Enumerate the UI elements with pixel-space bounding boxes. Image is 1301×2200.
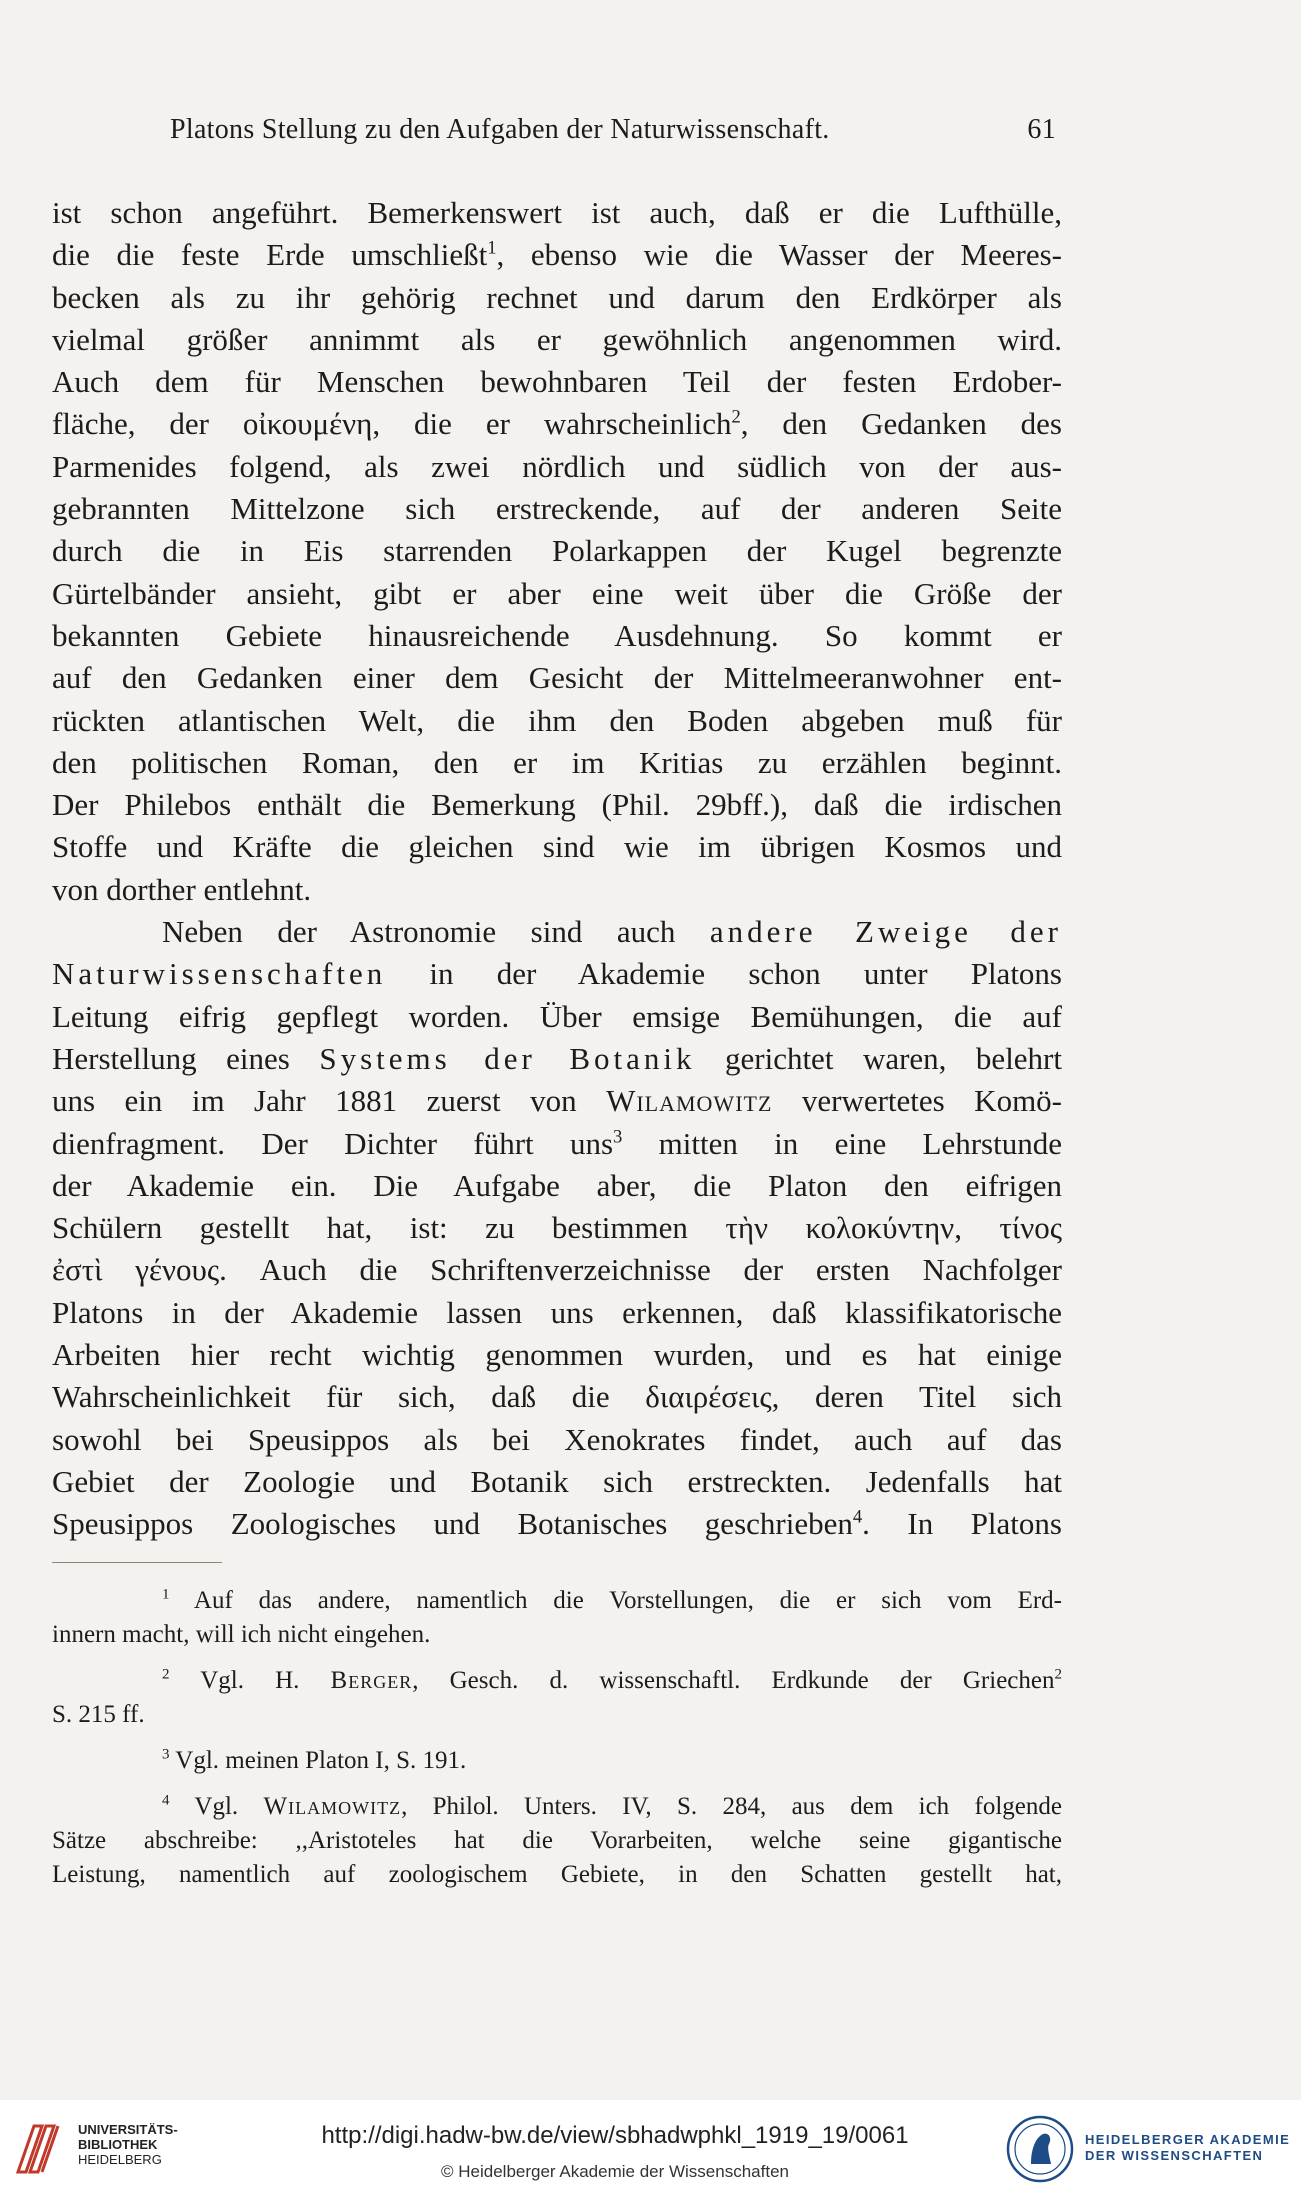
text-line: den politischen Roman, den er im Kritias zu erzählen beginnt. xyxy=(52,744,1062,780)
text-line: Auch dem für Menschen bewohnbaren Teil der festen Erdober- xyxy=(52,364,1062,400)
footnote-ref[interactable]: 1 xyxy=(487,237,497,259)
text-line: Stoffe und Kräfte die gleichen sind wie im übrigen Kosmos und xyxy=(52,829,1062,865)
text-line: gebrannten Mittelzone sich erstreckende, auf der anderen Seite xyxy=(52,491,1062,527)
text-line: Platons in der Akademie lassen uns erkennen, daß klassifikatorische xyxy=(52,1294,1062,1330)
footnote-mark: 4 xyxy=(162,1792,170,1809)
text-line: Herstellung eines Systems der Botanik gerichtet waren, belehrt xyxy=(52,1040,1062,1076)
footnote-line: S. 215 ff. xyxy=(52,1701,145,1728)
footnote-mark: 3 xyxy=(162,1746,170,1763)
text-line: Naturwissenschaften in der Akademie schon unter Platons xyxy=(52,956,1062,992)
text-line: Speusippos Zoologisches und Botanisches geschrieben$^4$. In Platons xyxy=(52,1506,1062,1542)
text-line: Gebiet der Zoologie und Botanik sich erstreckten. Jedenfalls hat xyxy=(52,1463,1062,1499)
text-line: bekannten Gebiete hinausreichende Ausdehnung. So kommt er xyxy=(52,617,1062,653)
running-title: Platons Stellung zu den Aufgaben der Naturwissenschaft. xyxy=(170,114,830,145)
footnote-separator xyxy=(52,1562,222,1563)
footnote-line: $^4$ Vgl. Wilamowitz, Philol. Unters. IV, S. 284, aus dem ich folgende xyxy=(162,1792,1062,1820)
footnote-1 xyxy=(52,1584,1062,1652)
footnote-ref[interactable]: 2 xyxy=(731,407,741,429)
text-line: Leitung eifrig gepflegt worden. Über emsige Bemühungen, die auf xyxy=(52,998,1062,1034)
footnote-ref[interactable]: 4 xyxy=(852,1506,863,1528)
text-line: rückten atlantischen Welt, die ihm den Boden abgeben muß für xyxy=(52,702,1062,738)
main-text xyxy=(52,192,1062,1546)
author-name: Berger xyxy=(330,1667,413,1694)
text-line: Gürtelbänder ansieht, gibt er aber eine weit über die Größe der xyxy=(52,575,1062,611)
text-line: von dorther entlehnt. xyxy=(52,871,312,907)
text-line: vielmal größer annimmt als er gewöhnlich angenommen wird. xyxy=(52,321,1062,357)
greek-term: τὴν κολοκύντην, τίνος xyxy=(725,1210,1063,1246)
text-line: Wahrscheinlichkeit für sich, daß die διαιρέσεις, deren Titel sich xyxy=(52,1379,1062,1415)
footnote-line: $^3$ Vgl. meinen Platon I, S. 191. xyxy=(162,1746,467,1774)
footnote-line: $^2$ Vgl. H. Berger, Gesch. d. wissenschaftl. Erdkunde der Griechen$^2$ xyxy=(162,1666,1062,1694)
emphasis: andere Zweige der xyxy=(709,914,1062,950)
text-line: Der Philebos enthält die Bemerkung (Phil. 29bff.), daß die irdischen xyxy=(52,787,1062,823)
footnote-3 xyxy=(52,1744,1062,1778)
footnote-4 xyxy=(52,1790,1062,1892)
footnote-line: Sätze abschreibe: ,,Aristoteles hat die Vorarbeiten, welche seine gigantische xyxy=(52,1827,1062,1854)
copyright-notice: © Heidelberger Akademie der Wissenschaften xyxy=(441,2162,789,2181)
greek-term: ἐστὶ γένους xyxy=(52,1252,220,1288)
footnote-2 xyxy=(52,1664,1062,1732)
hadw-seal-icon[interactable] xyxy=(1005,2114,1075,2184)
footnote-ref[interactable]: 3 xyxy=(613,1126,623,1148)
text-line: Schülern gestellt hat, ist: zu bestimmen τὴν κολοκύντην, τίνος xyxy=(52,1210,1063,1246)
text-line: ist schon angeführt. Bemerkenswert ist auch, daß er die Lufthülle, xyxy=(52,195,1062,230)
text-line: Arbeiten hier recht wichtig genommen wurden, und es hat einige xyxy=(52,1337,1062,1373)
footnote-mark: 1 xyxy=(162,1586,170,1603)
viewer-footer xyxy=(0,2100,1301,2200)
text-line: die die feste Erde umschließt$^1$, ebenso wie die Wasser der Meeres- xyxy=(52,237,1062,273)
text-line: sowohl bei Speusippos als bei Xenokrates findet, auch auf das xyxy=(52,1421,1062,1457)
author-name: Wilamowitz xyxy=(263,1793,402,1820)
emphasis: Systems der Botanik xyxy=(319,1040,696,1076)
footnote-mark: 2 xyxy=(162,1666,170,1683)
footnote-line: innern macht, will ich nicht eingehen. xyxy=(52,1621,431,1648)
running-head xyxy=(170,114,1056,154)
text-line: auf den Gedanken einer dem Gesicht der Mittelmeeranwohner ent- xyxy=(52,660,1062,696)
footnotes xyxy=(52,1584,1062,1904)
permalink-url[interactable]: http://digi.hadw-bw.de/view/sbhadwphkl_1919_19/0061 xyxy=(321,2122,909,2149)
text-line: becken als zu ihr gehörig rechnet und darum den Erdkörper als xyxy=(52,279,1062,315)
text-line: fläche, der οἰκουμένη, die er wahrscheinlich$^2$, den Gedanken des xyxy=(52,406,1062,442)
greek-term: οἰκουμένη xyxy=(242,406,373,442)
emphasis: Naturwissenschaften xyxy=(52,956,387,992)
text-line: dienfragment. Der Dichter führt uns$^3$ mitten in eine Lehrstunde xyxy=(52,1125,1062,1161)
academy-name: HEIDELBERGER AKADEMIE DER WISSENSCHAFTEN xyxy=(1085,2132,1291,2163)
text-line: der Akademie ein. Die Aufgabe aber, die Platon den eifrigen xyxy=(52,1167,1062,1203)
text-line: durch die in Eis starrenden Polarkappen der Kugel begrenzte xyxy=(52,533,1062,569)
footnote-line: Leistung, namentlich auf zoologischem Gebiete, in den Schatten gestellt hat, xyxy=(52,1861,1062,1888)
greek-term: διαιρέσεις xyxy=(645,1379,772,1415)
page-number: 61 xyxy=(1027,114,1056,145)
text-line: Parmenides folgend, als zwei nördlich und südlich von der aus- xyxy=(52,448,1062,484)
library-name: UNIVERSITÄTS- BIBLIOTHEK HEIDELBERG xyxy=(78,2122,178,2167)
ub-heidelberg-logo-icon[interactable] xyxy=(12,2120,70,2178)
text-line: ἐστὶ γένους. Auch die Schriftenverzeichnisse der ersten Nachfolger xyxy=(52,1252,1062,1288)
author-name: Wilamowitz xyxy=(606,1083,773,1119)
text-line: uns ein im Jahr 1881 zuerst von Wilamowitz verwertetes Komö- xyxy=(52,1083,1063,1119)
footnote-line: $^1$ Auf das andere, namentlich die Vorstellungen, die er sich vom Erd- xyxy=(162,1586,1062,1614)
text-line: Neben der Astronomie sind auch andere Zweige der xyxy=(162,914,1062,950)
